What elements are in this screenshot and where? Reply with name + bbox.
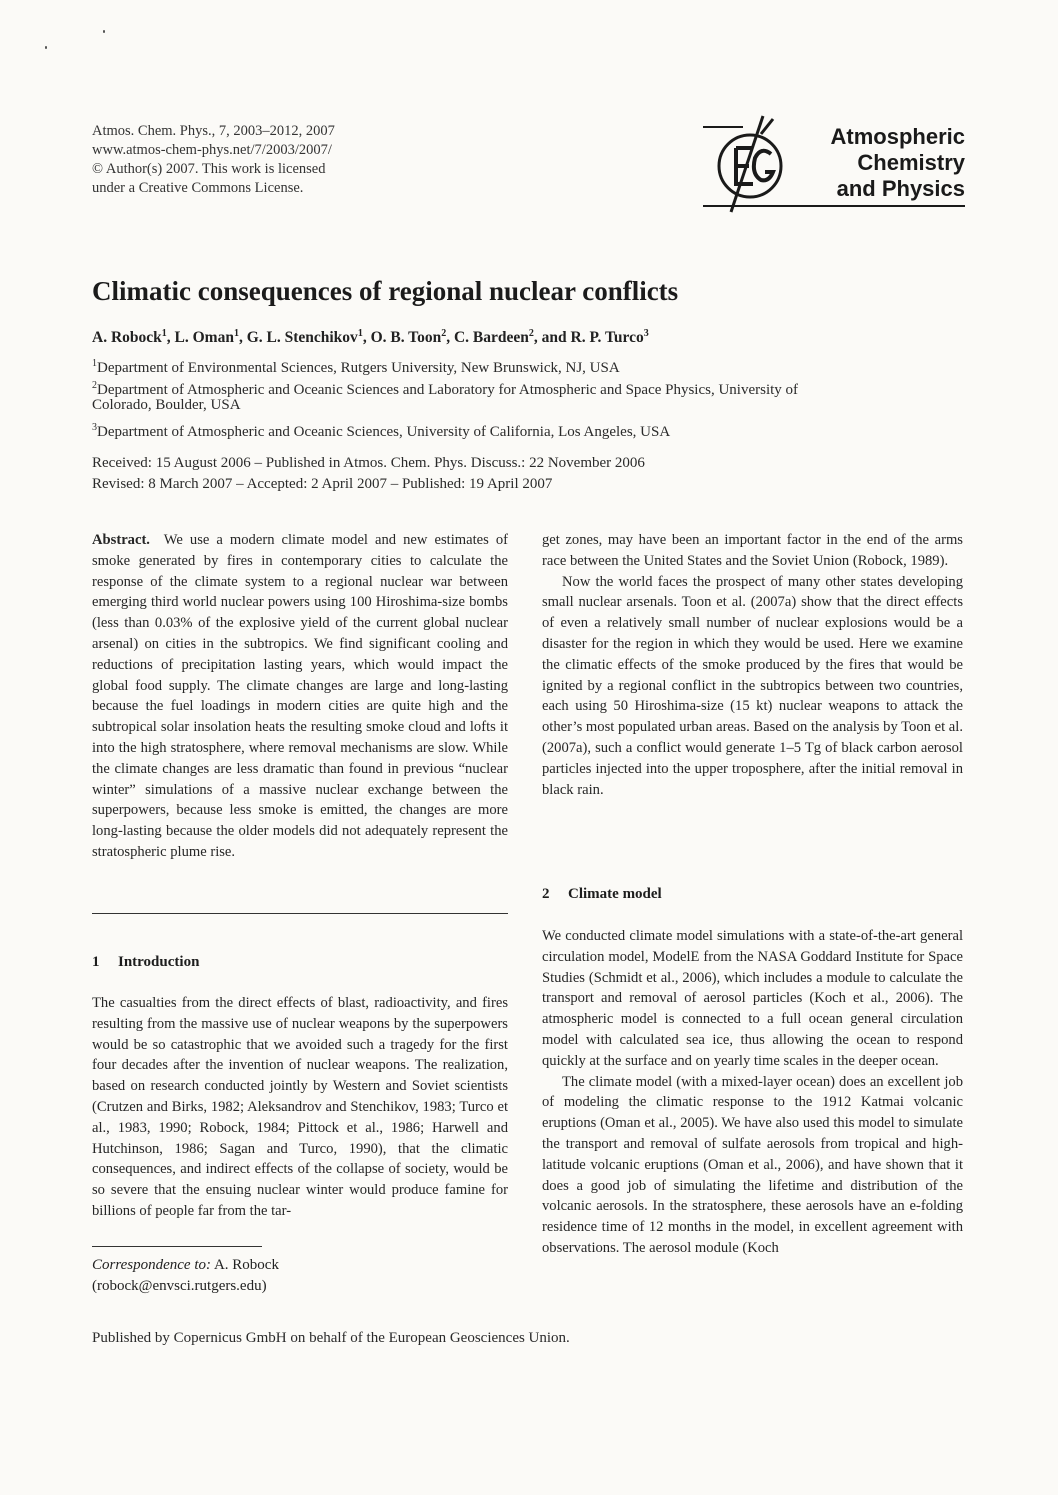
abstract-divider — [92, 913, 508, 914]
journal-url: www.atmos-chem-phys.net/7/2003/2007/ — [92, 142, 332, 158]
affiliation-number: 2 — [92, 380, 97, 391]
scan-speck — [45, 46, 47, 49]
paragraph-continuation: get zones, may have been an important factor in the end of the arms race between the United States and the Soviet Union (Robock, 1989). — [542, 532, 963, 569]
paper-title: Climatic consequences of regional nuclear conflicts — [92, 276, 679, 306]
author-name: L. Oman — [174, 329, 234, 347]
paragraph: The climate model (with a mixed-layer ocean) does an excellent job of modeling the climatic response to the 1912 Katmai volcanic eruptions (Oman et al., 2005). We have also used this model to simulate the transport and removal of sulfate aerosols from tropical and high-latitude volcanic eruptions (Oman et al., 2006), and have shown that it does a good job of simulating the lifetime and distribution of the volcanic aerosols. In the stratosphere, these aerosols have an e-folding residence time of 12 months in the model, in excellent agreement with observations. The aerosol module (Koch — [542, 1073, 963, 1256]
author-affiliation-mark: 1 — [357, 328, 363, 339]
affiliation-text: Department of Atmospheric and Oceanic Sciences and Laboratory for Atmospheric and Space Physics, University of — [97, 382, 799, 398]
climate-model-body — [542, 926, 963, 1259]
section-title: Introduction — [118, 954, 200, 970]
affiliation-continued — [92, 396, 972, 415]
author-name: O. B. Toon — [370, 329, 442, 347]
footnote-divider — [92, 1246, 262, 1247]
author-name: G. L. Stenchikov — [246, 329, 358, 347]
correspondence-email: (robock@envsci.rutgers.edu) — [92, 1278, 267, 1294]
introduction-body — [92, 993, 508, 1222]
revised-date-line: Revised: 8 March 2007 – Accepted: 2 April 2007 – Published: 19 April 2007 — [92, 476, 553, 492]
correspondence-label: Correspondence to: — [92, 1257, 212, 1273]
logo-line-1: Atmospheric — [830, 124, 965, 149]
scan-speck — [103, 30, 105, 33]
affiliation-text: Department of Atmospheric and Oceanic Sciences, University of California, Los Angeles, USA — [97, 424, 671, 440]
section-number: 2 — [542, 886, 550, 902]
logo-rule-top — [703, 126, 743, 128]
correspondence-note — [92, 1255, 508, 1297]
author-name: C. Bardeen — [453, 329, 529, 347]
abstract-label: Abstract. — [92, 532, 150, 548]
logo-wordmark — [811, 124, 965, 202]
received-date-line: Received: 15 August 2006 – Published in Atmos. Chem. Phys. Discuss.: 22 November 2006 — [92, 455, 645, 471]
logo-line-2: Chemistry — [857, 150, 965, 175]
author-affiliation-mark: 2 — [441, 328, 447, 339]
section-number: 1 — [92, 954, 100, 970]
affiliation-text: Department of Environmental Sciences, Rutgers University, New Brunswick, NJ, USA — [97, 360, 620, 376]
section-heading-introduction — [92, 954, 199, 971]
journal-citation: Atmos. Chem. Phys., 7, 2003–2012, 2007 — [92, 123, 335, 139]
paragraph: We conducted climate model simulations with a state-of-the-art general circulation model, ModelE from the NASA Goddard Institute for Space Studies (Schmidt et al., 2006), which includes a module to calculate the transport and removal of aerosol particles (Koch et al., 2006). The atmospheric model is connected to a full ocean general circulation model with calculated sea ice, thus allowing the ocean to respond quickly at the surface and on yearly time scales in the deeper ocean. — [542, 928, 963, 1069]
affiliation — [92, 354, 972, 378]
right-column-top — [542, 530, 963, 800]
abstract-text: We use a modern climate model and new estimates of smoke generated by fires in contemporary cities to calculate the response of the climate system to a regional nuclear war between emerging third world nuclear powers using 100 Hiroshima-size bombs (less than 0.03% of the explosive yield of the current global nuclear arsenal) on cities in the subtropics. We find significant cooling and reductions of precipitation lasting years, which would impact the global food supply. The climate changes are large and long-lasting because the fuel loadings in modern cities are quite high and the subtropical solar insolation heats the resulting smoke cloud and lofts it into the high stratosphere, where removal mechanisms are slow. While the climate changes are less dramatic than found in previous “nuclear winter” simulations of a massive nuclear exchange between the superpowers, because less smoke is emitted, the changes are more long-lasting because the older models did not adequately represent the stratospheric plume rise. — [92, 532, 508, 860]
journal-logo — [703, 114, 965, 214]
section-title: Climate model — [568, 886, 662, 902]
author-affiliation-mark: 2 — [528, 328, 534, 339]
journal-license: under a Creative Commons License. — [92, 180, 304, 196]
author-affiliation-mark: 3 — [643, 328, 649, 339]
affiliation-text: Colorado, Boulder, USA — [92, 397, 241, 413]
affiliation-number: 1 — [92, 358, 97, 369]
abstract — [92, 530, 508, 863]
author-affiliation-mark: 1 — [233, 328, 239, 339]
affiliation-number: 3 — [92, 422, 97, 433]
egu-logo-icon — [703, 114, 813, 214]
journal-copyright: © Author(s) 2007. This work is licensed — [92, 161, 326, 177]
section-heading-climate-model — [542, 886, 662, 903]
journal-citation-block — [92, 122, 432, 198]
author-name: A. Robock — [92, 329, 162, 347]
paragraph: Now the world faces the prospect of many other states developing small nuclear arsenals. Toon et al. (2007a) show that the direct effects of even a relatively small number of nuclear explosions would be a disaster for the region in which they would be used. Here we examine the climatic effects of the smoke produced by the fires that would be ignited by a regional conflict in the subtropics between two countries, each using 50 Hiroshima-size (15 kt) nuclear weapons to attack the other’s most populated urban areas. Based on the analysis by Toon et al. (2007a), such a conflict would generate 1–5 Tg of black carbon aerosol particles injected into the upper troposphere, after the initial removal in black rain. — [542, 573, 963, 798]
logo-line-3: and Physics — [836, 176, 965, 201]
logo-rule — [703, 205, 965, 207]
publisher-footer: Published by Copernicus GmbH on behalf of the European Geosciences Union. — [92, 1330, 570, 1346]
affiliation — [92, 418, 972, 442]
introduction-paragraph: The casualties from the direct effects of blast, radioactivity, and fires resulting from the massive use of nuclear weapons by the superpowers would be so catastrophic that we avoided such a tragedy for the first four decades after the invention of nuclear weapons. The realization, based on research conducted jointly by Western and Soviet scientists (Crutzen and Birks, 1982; Aleksandrov and Stenchikov, 1983; Turco et al., 1983, 1990; Robock, 1984; Pittock et al., 1986; Harwell and Hutchinson, 1986; Sagan and Turco, 1990), that the climatic consequences, and indirect effects of the collapse of society, would be so severe that the ensuing nuclear winter would produce famine for billions of people far from the tar- — [92, 995, 508, 1219]
correspondence-name: A. Robock — [213, 1257, 279, 1273]
publication-dates — [92, 453, 972, 495]
author-affiliation-mark: 1 — [161, 328, 167, 339]
author-name: R. P. Turco — [570, 329, 644, 347]
author-list: A. Robock$^1$, L. Oman$^1$, G. L. Stenchikov$^1$, O. B. Toon$^2$, C. Bardeen$^2$, and R. P. Turco$^3$ — [92, 328, 649, 347]
